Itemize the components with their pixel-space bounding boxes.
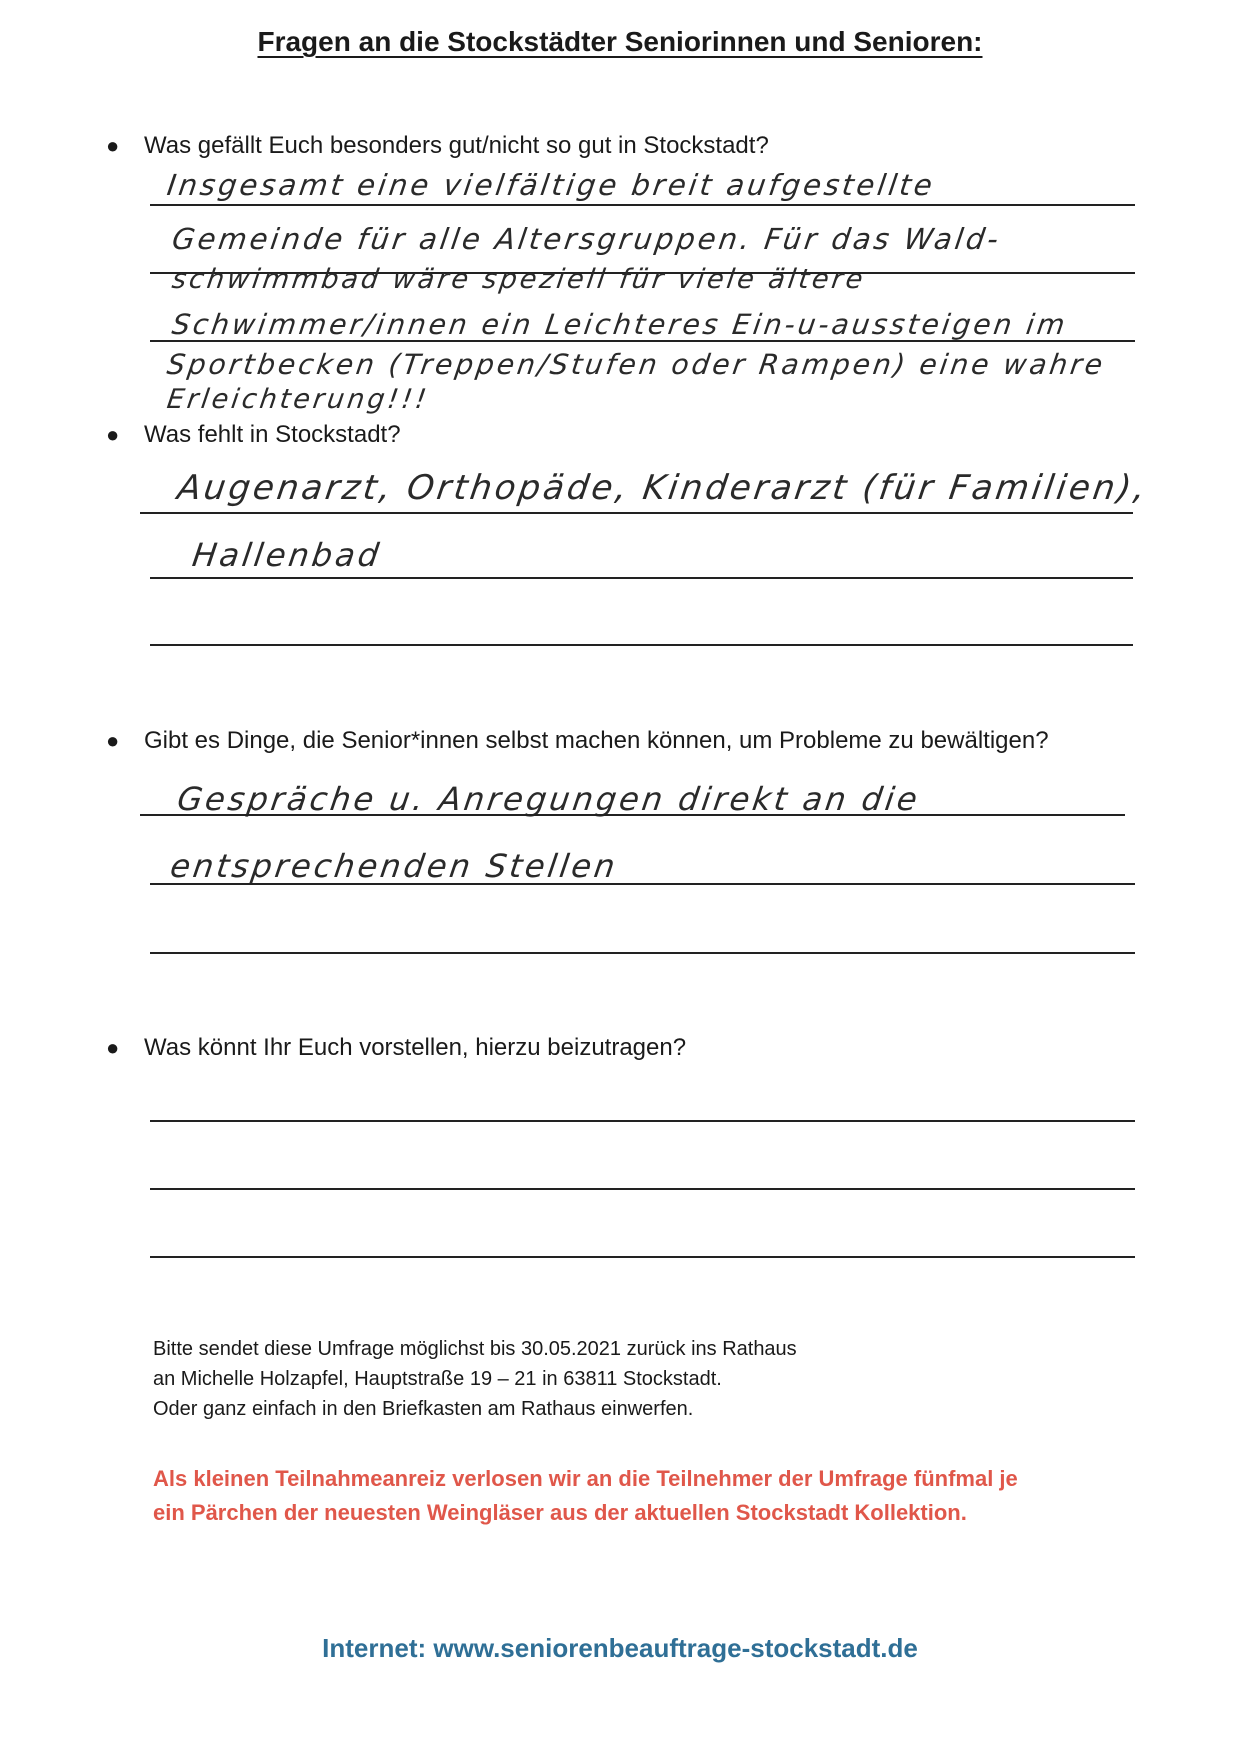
answer-3-line-2: entsprechenden Stellen [168, 847, 621, 885]
question-3 [106, 727, 1049, 755]
prize-notice [153, 1462, 1163, 1530]
answer-line [150, 644, 1133, 646]
answer-1-line-1: Insgesamt eine vielfältige breit aufgestellte [165, 168, 938, 202]
return-instructions [153, 1334, 797, 1424]
answer-line [140, 512, 1133, 514]
answer-line [150, 952, 1135, 954]
question-4-text: Was könnt Ihr Euch vorstellen, hierzu beizutragen? [144, 1034, 687, 1061]
prize-line: ein Pärchen der neuesten Weingläser aus der aktuellen Stockstadt Kollektion. [153, 1500, 967, 1525]
question-1 [106, 132, 769, 160]
footer-website [0, 1633, 1240, 1664]
question-1-text: Was gefällt Euch besonders gut/nicht so gut in Stockstadt? [144, 132, 769, 159]
answer-1-line-3: schwimmbad wäre speziell für viele ältere [170, 264, 868, 295]
question-3-text: Gibt es Dinge, die Senior*innen selbst machen können, um Probleme zu bewältigen? [144, 727, 1049, 754]
answer-3-line-1: Gespräche u. Anregungen direkt an die [175, 780, 923, 818]
answer-line [140, 814, 1125, 816]
prize-line: Als kleinen Teilnahmeanreiz verlosen wir an die Teilnehmer der Umfrage fünfmal je [153, 1466, 1018, 1491]
bullet: ● [106, 1035, 120, 1060]
question-2 [106, 421, 401, 449]
answer-line [150, 883, 1135, 885]
answer-line [150, 1256, 1135, 1258]
answer-1-line-6: Erleichterung!!! [165, 384, 432, 415]
bullet: ● [106, 133, 120, 158]
answer-2-line-1: Augenarzt, Orthopäde, Kinderarzt (für Familien), [175, 468, 1151, 508]
question-2-text: Was fehlt in Stockstadt? [144, 421, 401, 448]
answer-1-line-4: Schwimmer/innen ein Leichteres Ein-u-aussteigen im [170, 308, 1070, 341]
bullet: ● [106, 728, 120, 753]
footer-url-link[interactable]: www.seniorenbeauftrage-stockstadt.de [433, 1633, 918, 1663]
info-line: Oder ganz einfach in den Briefkasten am Rathaus einwerfen. [153, 1398, 694, 1420]
answer-line [150, 340, 1135, 342]
answer-line [150, 204, 1135, 206]
question-4 [106, 1034, 686, 1062]
answer-line [150, 1120, 1135, 1122]
answer-1-line-2: Gemeinde für alle Altersgruppen. Für das Wald- [170, 222, 1004, 256]
answer-1-line-5: Sportbecken (Treppen/Stufen oder Rampen) eine wahre [165, 348, 1108, 381]
answer-line [150, 1188, 1135, 1190]
bullet: ● [106, 422, 120, 447]
footer-label: Internet: [322, 1633, 427, 1663]
answer-line [150, 577, 1133, 579]
answer-2-line-2: Hallenbad [190, 536, 384, 574]
info-line: an Michelle Holzapfel, Hauptstraße 19 – 21 in 63811 Stockstadt. [153, 1368, 722, 1390]
page-title: Fragen an die Stockstädter Seniorinnen und Senioren: [257, 26, 983, 57]
info-line: Bitte sendet diese Umfrage möglichst bis 30.05.2021 zurück ins Rathaus [153, 1338, 797, 1360]
